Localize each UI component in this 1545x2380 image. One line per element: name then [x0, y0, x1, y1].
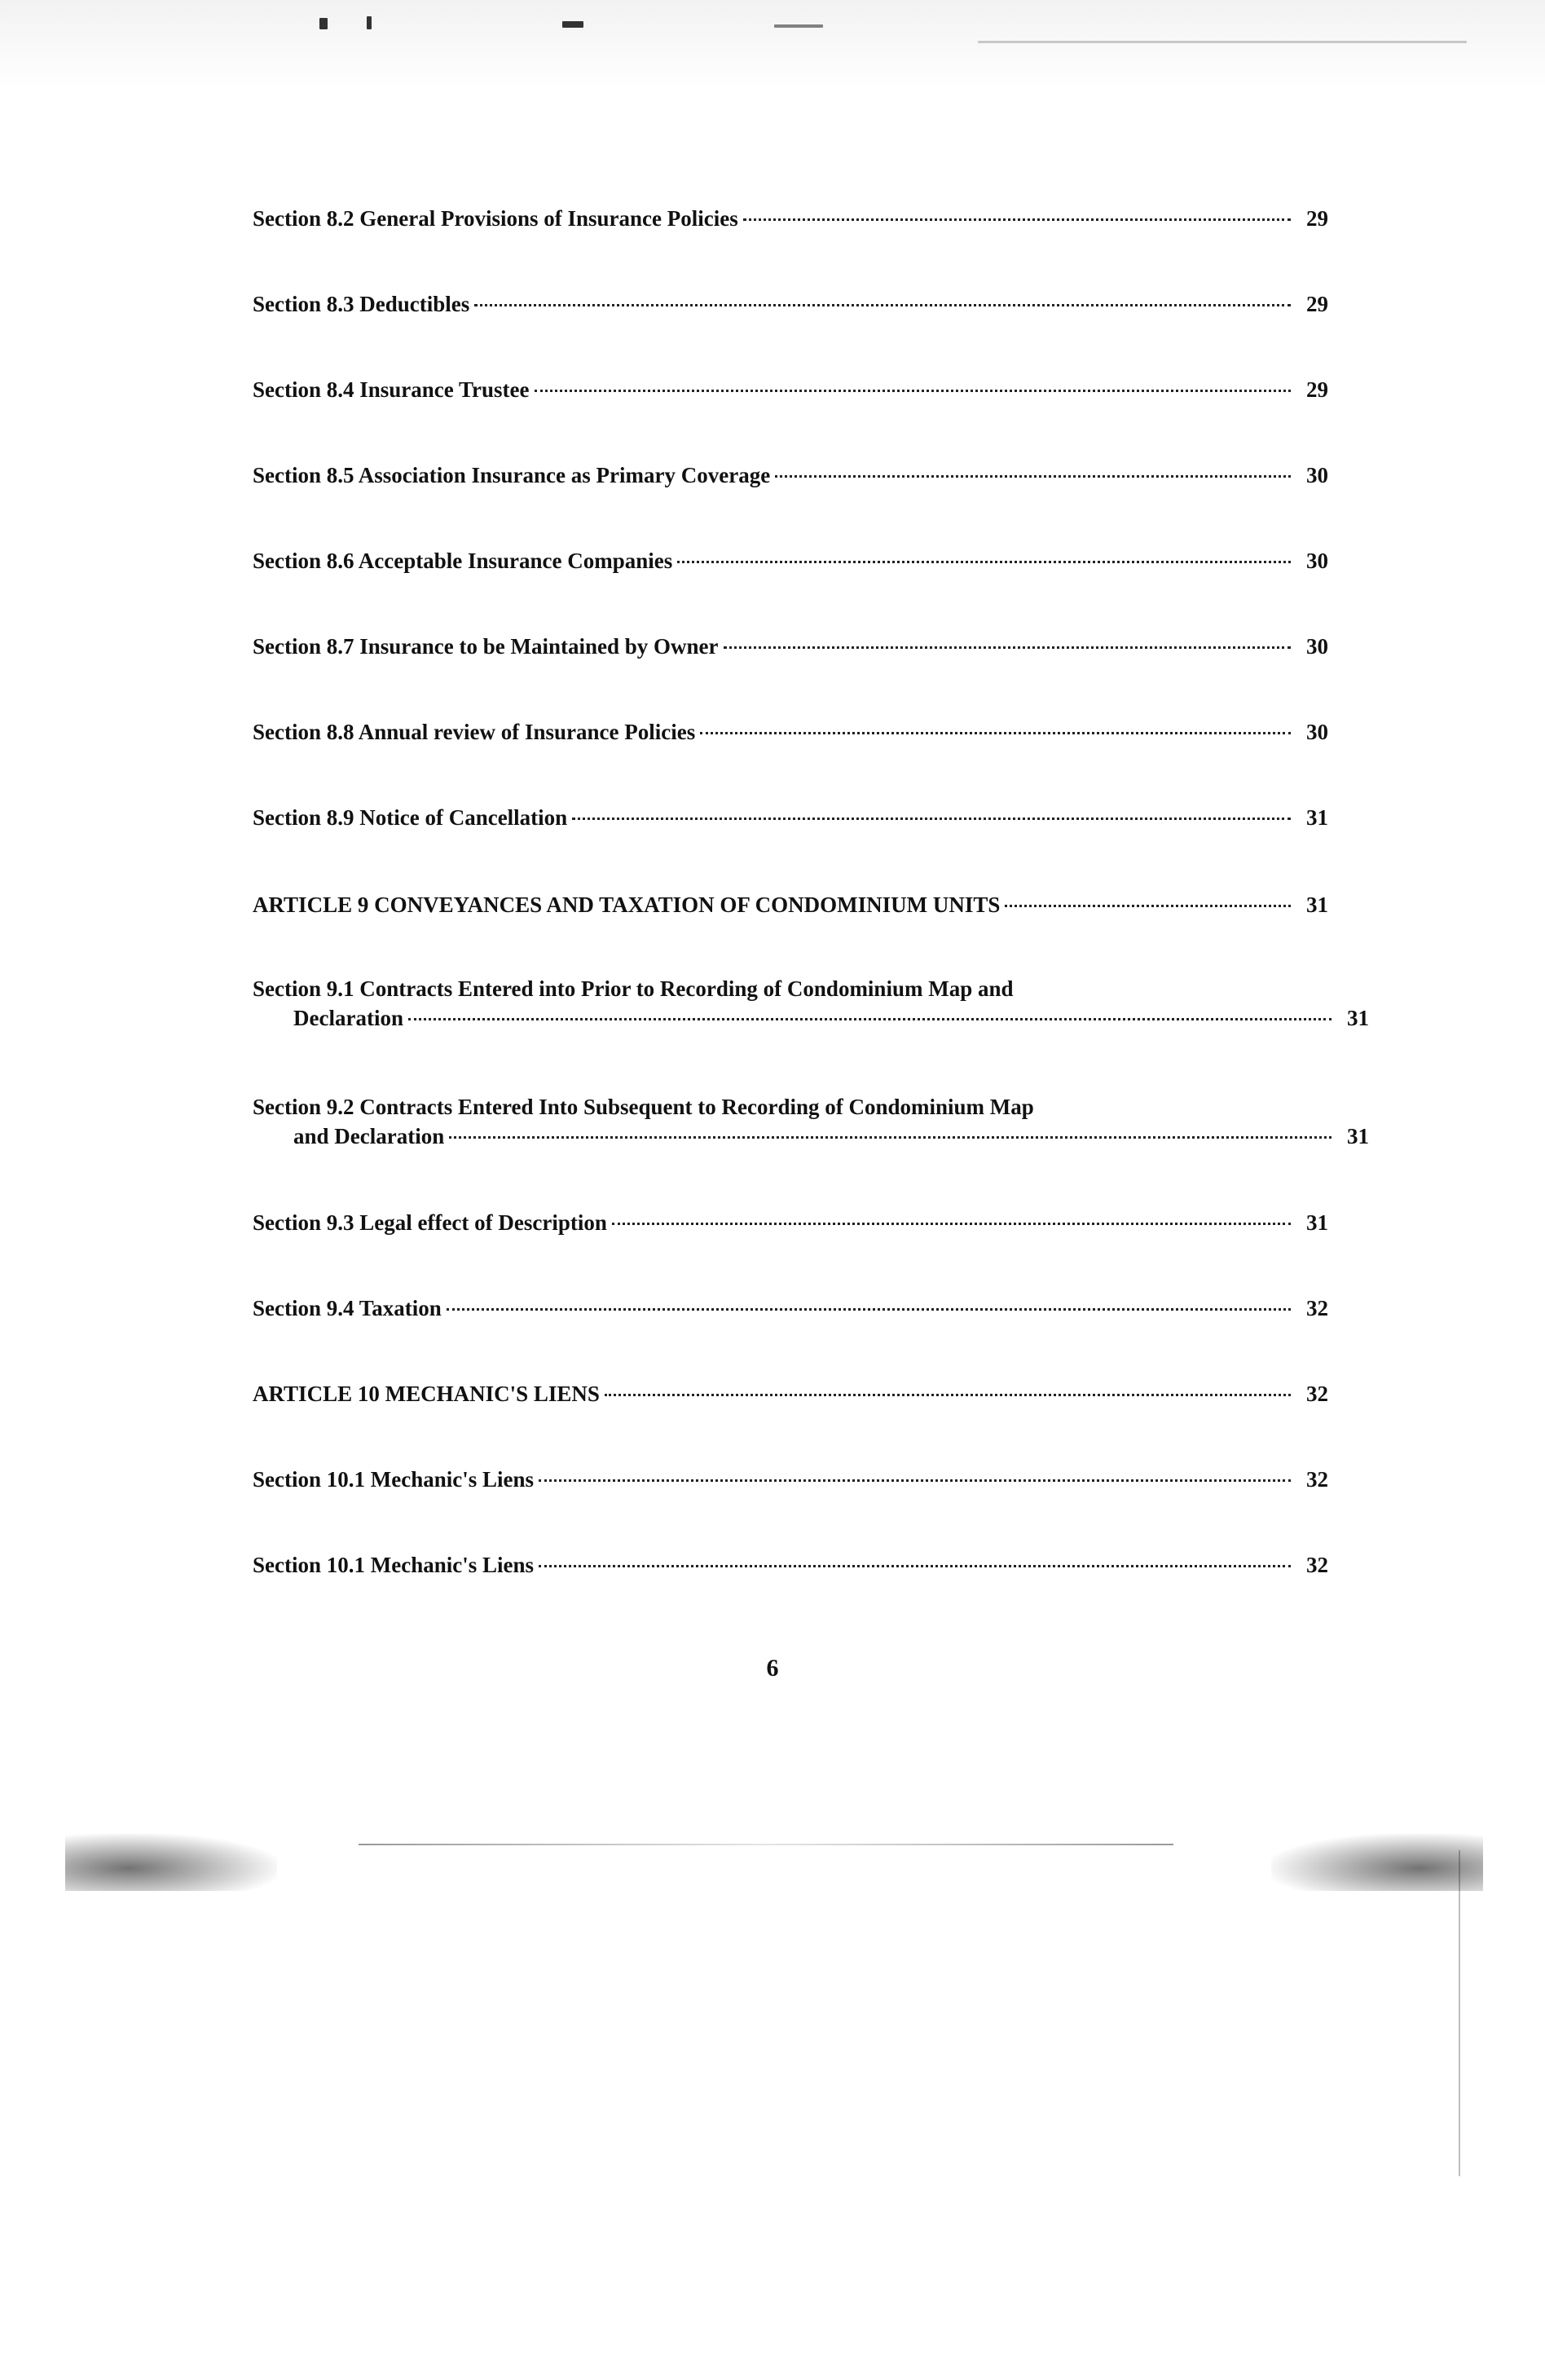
dot-leader: [474, 304, 1291, 306]
toc-entry-article-10[interactable]: ARTICLE 10 MECHANIC'S LIENS 32: [253, 1379, 1328, 1408]
scan-speck: [319, 18, 328, 29]
toc-page-number: 30: [1306, 720, 1328, 744]
toc-entry-8-4[interactable]: Section 8.4 Insurance Trustee 29: [253, 375, 1328, 404]
toc-page-number: 32: [1306, 1467, 1328, 1492]
dot-leader: [743, 218, 1291, 221]
scan-speck: [367, 16, 372, 29]
toc-page-number: 32: [1306, 1382, 1328, 1406]
toc-entry-8-2[interactable]: Section 8.2 General Provisions of Insurance Policies 29: [253, 204, 1328, 233]
dot-leader: [724, 646, 1291, 649]
toc-entry-9-4[interactable]: Section 9.4 Taxation 32: [253, 1294, 1328, 1323]
toc-entry-10-1-repeat[interactable]: Section 10.1 Mechanic's Liens 32: [253, 1550, 1328, 1580]
dot-leader: [539, 1565, 1291, 1567]
scan-speck: [978, 41, 1467, 43]
toc-page-number: 31: [1306, 892, 1328, 917]
toc-entry-8-9[interactable]: Section 8.9 Notice of Cancellation 31: [253, 803, 1328, 832]
toc-page-number: 30: [1306, 634, 1328, 659]
toc-page-number: 31: [1347, 1006, 1369, 1030]
dot-leader: [612, 1223, 1291, 1225]
scan-edge-right: [1459, 1850, 1460, 2176]
toc-entry-9-1[interactable]: Section 9.1 Contracts Entered into Prior to Recording of Condominium Map and Declaration 31: [253, 974, 1328, 1033]
dot-leader: [1005, 905, 1291, 907]
toc-page-number: 29: [1306, 377, 1328, 402]
toc-entry-10-1[interactable]: Section 10.1 Mechanic's Liens 32: [253, 1465, 1328, 1494]
scan-top-edge: [0, 0, 1545, 90]
scan-artifact-right: [1271, 1834, 1483, 1891]
toc-page-number: 30: [1306, 463, 1328, 487]
dot-leader: [535, 390, 1292, 392]
toc-entry-8-5[interactable]: Section 8.5 Association Insurance as Primary Coverage 30: [253, 461, 1328, 490]
toc-entry-article-9[interactable]: ARTICLE 9 CONVEYANCES AND TAXATION OF CONDOMINIUM UNITS 31: [253, 890, 1328, 919]
toc-entry-8-6[interactable]: Section 8.6 Acceptable Insurance Companies 30: [253, 546, 1328, 575]
dot-leader: [700, 732, 1291, 734]
scan-fold-line: [359, 1844, 1173, 1845]
toc-entry-8-8[interactable]: Section 8.8 Annual review of Insurance Policies 30: [253, 717, 1328, 747]
scan-artifact-left: [65, 1834, 277, 1891]
dot-leader: [605, 1394, 1291, 1396]
dot-leader: [677, 561, 1291, 563]
toc-page-number: 31: [1306, 805, 1328, 830]
toc-entry-9-2[interactable]: Section 9.2 Contracts Entered Into Subsequent to Recording of Condominium Map and Declaration 31: [253, 1092, 1328, 1151]
toc-page-number: 31: [1347, 1124, 1369, 1148]
scan-speck: [562, 21, 583, 28]
dot-leader: [572, 818, 1291, 820]
toc-page-number: 32: [1306, 1296, 1328, 1320]
toc-page-number: 30: [1306, 549, 1328, 573]
toc-page-number: 31: [1306, 1210, 1328, 1235]
toc-entry-8-7[interactable]: Section 8.7 Insurance to be Maintained by Owner 30: [253, 632, 1328, 661]
dot-leader: [447, 1308, 1291, 1311]
toc-entry-9-3[interactable]: Section 9.3 Legal effect of Description 31: [253, 1208, 1328, 1237]
page-number: 6: [766, 1655, 779, 1681]
toc-page-number: 29: [1306, 206, 1328, 231]
scan-speck: [774, 24, 823, 28]
dot-leader: [775, 475, 1291, 478]
dot-leader: [449, 1136, 1332, 1139]
toc-entry-8-3[interactable]: Section 8.3 Deductibles 29: [253, 289, 1328, 319]
toc-page-number: 29: [1306, 292, 1328, 316]
toc-page-number: 32: [1306, 1553, 1328, 1577]
dot-leader: [408, 1018, 1332, 1020]
dot-leader: [539, 1479, 1291, 1482]
